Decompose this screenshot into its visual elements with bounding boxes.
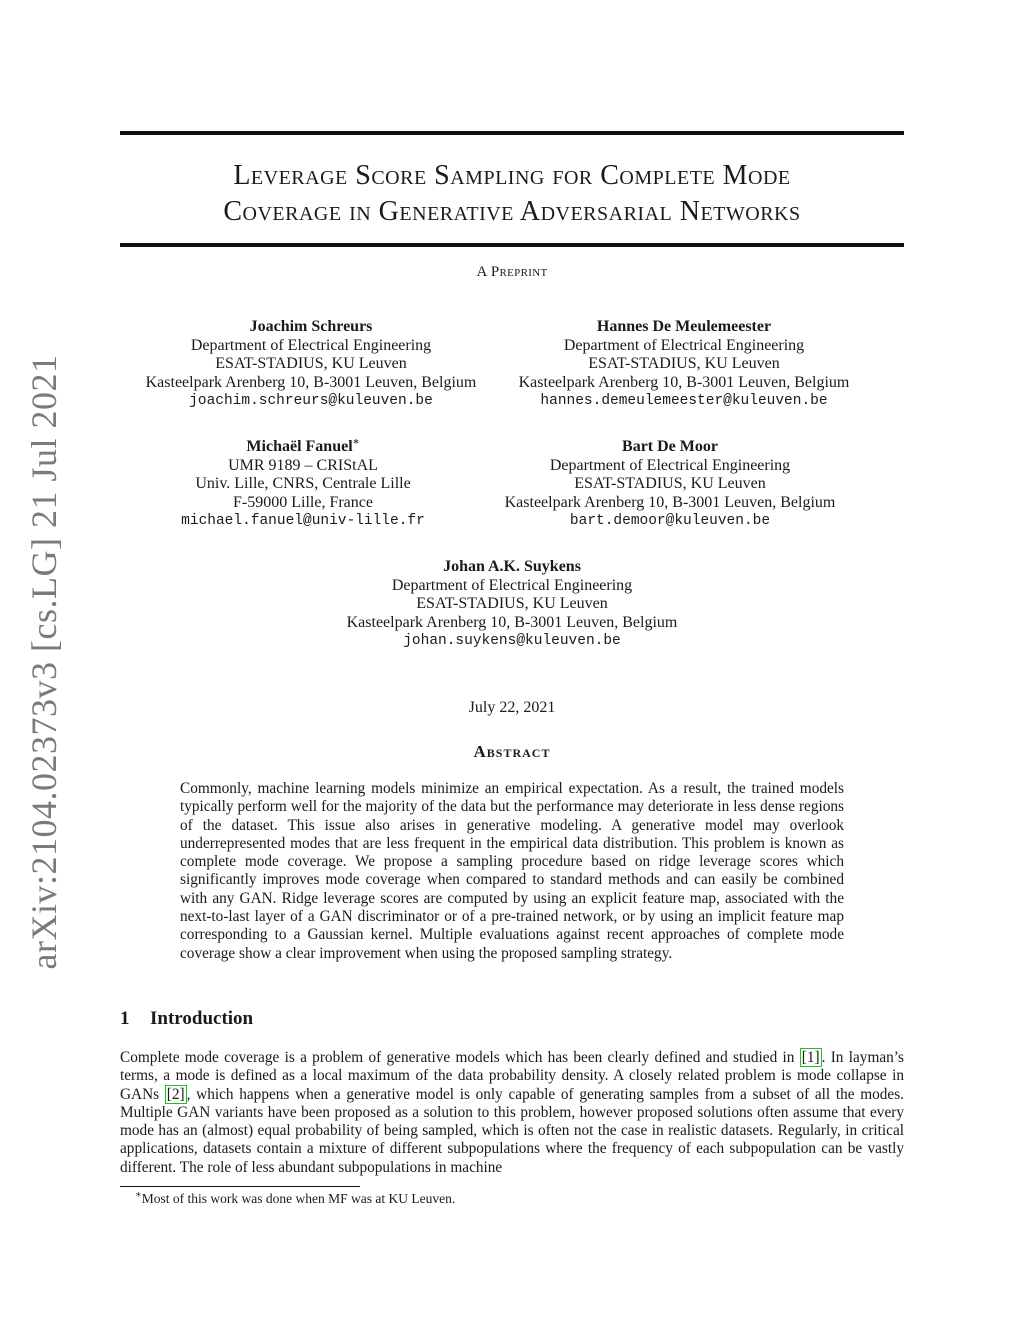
arxiv-stamp: arXiv:2104.02373v3 [cs.LG] 21 Jul 2021 [24,354,64,970]
author-affiliation: UMR 9189 – CRIStAL [228,456,378,474]
title-top-rule [120,131,904,135]
author-affiliation: ESAT-STADIUS, KU Leuven [588,355,780,372]
author-name: Johan A.K. Suykens [443,558,581,575]
author-affiliation: F-59000 Lille, France [233,493,373,511]
author-email[interactable]: johan.suykens@kuleuven.be [403,633,621,649]
author-affiliation: Department of Electrical Engineering [563,336,805,354]
author-affiliation: Department of Electrical Engineering [391,576,633,594]
preprint-label: A Preprint [476,264,548,280]
author-affiliation: ESAT-STADIUS, KU Leuven [416,595,608,612]
footnote-text: Most of this work was done when MF was at KU Leuven. [141,1191,456,1206]
publication-date: July 22, 2021 [468,699,556,716]
author-affiliation: Kasteelpark Arenberg 10, B-3001 Leuven, Belgium [518,373,850,391]
author-email[interactable]: hannes.demeulemeester@kuleuven.be [540,393,828,409]
section-number: 1 [120,1008,130,1029]
author-block [500,318,868,411]
author-email[interactable]: bart.demoor@kuleuven.be [569,513,771,529]
author-block [486,438,854,531]
author-block [131,318,491,411]
author-affiliation: Kasteelpark Arenberg 10, B-3001 Leuven, Belgium [145,373,477,391]
author-affiliation: ESAT-STADIUS, KU Leuven [215,355,407,372]
footnote-rule [120,1186,360,1187]
abstract-heading: Abstract [473,742,551,761]
paper-title [120,158,904,230]
abstract-text: Commonly, machine learning models minimize an empirical expectation. As a result, the trained models typically perform well for the majority of the data but the performance may deteriorate in less dense regions of the dataset. This issue also arises in generative modeling. A generative model may overlook underrepresented modes that are less frequent in the empirical data distribution. This problem is known as complete mode coverage. We propose a sampling procedure based on ridge leverage scores which significantly improves mode coverage when compared to standard methods and can easily be combined with any GAN. Ridge leverage scores are computed by using an explicit feature map, associated with the next-to-last layer of a GAN discriminator or of a pre-trained network, or by using an implicit feature map corresponding to a Gaussian kernel. Multiple evaluations against recent approaches of complete mode coverage show a clear improvement when using the proposed sampling strategy. [180,780,844,962]
intro-paragraph: Complete mode coverage is a problem of generative models which has been clearly defined and studied in [1] . In layman’s terms, a mode is defined as a local maximum of the data probability density. A closely related problem is mode collapse in GANs [2] , which happens when a generative model is only capable of generating samples from a subset of all the modes. Multiple GAN variants have been proposed as a solution to this problem, however proposed solutions often assume that every mode has an (almost) equal probability of being sampled, which is often not the case in realistic datasets. Regularly, in critical applications, datasets contain a mixture of different subpopulations where the frequency of each subpopulation can be vastly different. The role of less abundant subpopulations in machine [120,1049,905,1176]
author-name: Bart De Moor [622,438,718,455]
author-affiliation: Kasteelpark Arenberg 10, B-3001 Leuven, Belgium [504,493,836,511]
title-line-1: Leverage Score Sampling for Complete Mode [233,160,791,191]
author-name: Hannes De Meulemeester [596,318,772,335]
title-line-2: Coverage in Generative Adversarial Networks [223,196,801,227]
author-block [173,438,433,531]
author-block [328,558,696,651]
author-affiliation: Univ. Lille, CNRS, Centrale Lille [195,475,411,492]
author-email[interactable]: joachim.schreurs@kuleuven.be [189,393,433,409]
author-name: Joachim Schreurs [249,318,373,335]
section-title: Introduction [150,1008,254,1029]
title-bottom-rule [120,243,904,247]
author-affiliation: Department of Electrical Engineering [549,456,791,474]
footnote [135,1191,455,1207]
section-heading [120,1008,253,1030]
author-affiliation: Department of Electrical Engineering [190,336,432,354]
author-name: Michaël Fanuel∗ [246,436,360,455]
author-affiliation: Kasteelpark Arenberg 10, B-3001 Leuven, Belgium [346,613,678,631]
author-email[interactable]: michael.fanuel@univ-lille.fr [181,513,425,529]
footnote-mark: ∗ [135,1189,142,1201]
citation-link[interactable]: [2] [166,1085,185,1103]
author-affiliation: ESAT-STADIUS, KU Leuven [574,475,766,492]
citation-link[interactable]: [1] [801,1049,820,1066]
footnote-marker[interactable]: ∗ [352,436,360,448]
